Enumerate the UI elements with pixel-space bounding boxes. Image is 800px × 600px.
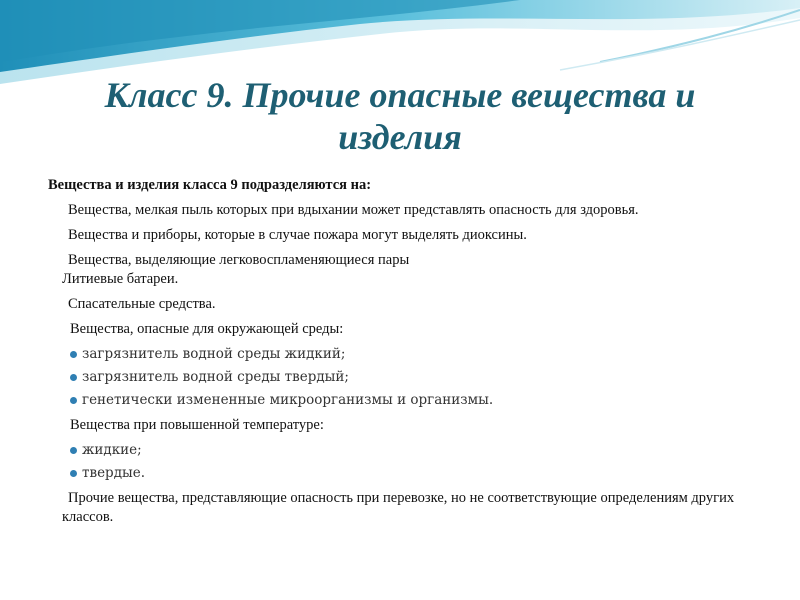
temp-group-heading: Вещества при повышенной температуре: [70,417,324,433]
list-item: жидкие; [48,441,738,460]
slide-body [48,176,738,533]
bullet-icon [70,374,77,381]
bullet-icon [70,470,77,477]
bullet-icon [70,447,77,454]
list-item: Литиевые батареи. [62,271,179,287]
intro-text: Вещества и изделия класса 9 подразделяются на: [48,177,372,193]
closing-text: Прочие вещества, представляющие опасность при перевозке, но не соответствующие определениям других классов. [62,490,735,525]
list-item: твердые. [48,464,738,483]
slide-title: Класс 9. Прочие опасные вещества и изделия [104,75,696,157]
list-item: генетически измененные микроорганизмы и организмы. [48,391,738,410]
list-item: Вещества, мелкая пыль которых при вдыхании может представлять опасность для здоровья. [68,202,639,218]
list-item: Вещества, выделяющие легковоспламеняющиеся пары [68,252,410,268]
list-item: загрязнитель водной среды жидкий; [48,345,738,364]
list-item: загрязнитель водной среды твердый; [48,368,738,387]
list-item: Спасательные средства. [68,296,216,312]
bullet-icon [70,351,77,358]
env-group-heading: Вещества, опасные для окружающей среды: [70,321,344,337]
bullet-icon [70,397,77,404]
list-item: Вещества и приборы, которые в случае пожара могут выделять диоксины. [68,227,527,243]
